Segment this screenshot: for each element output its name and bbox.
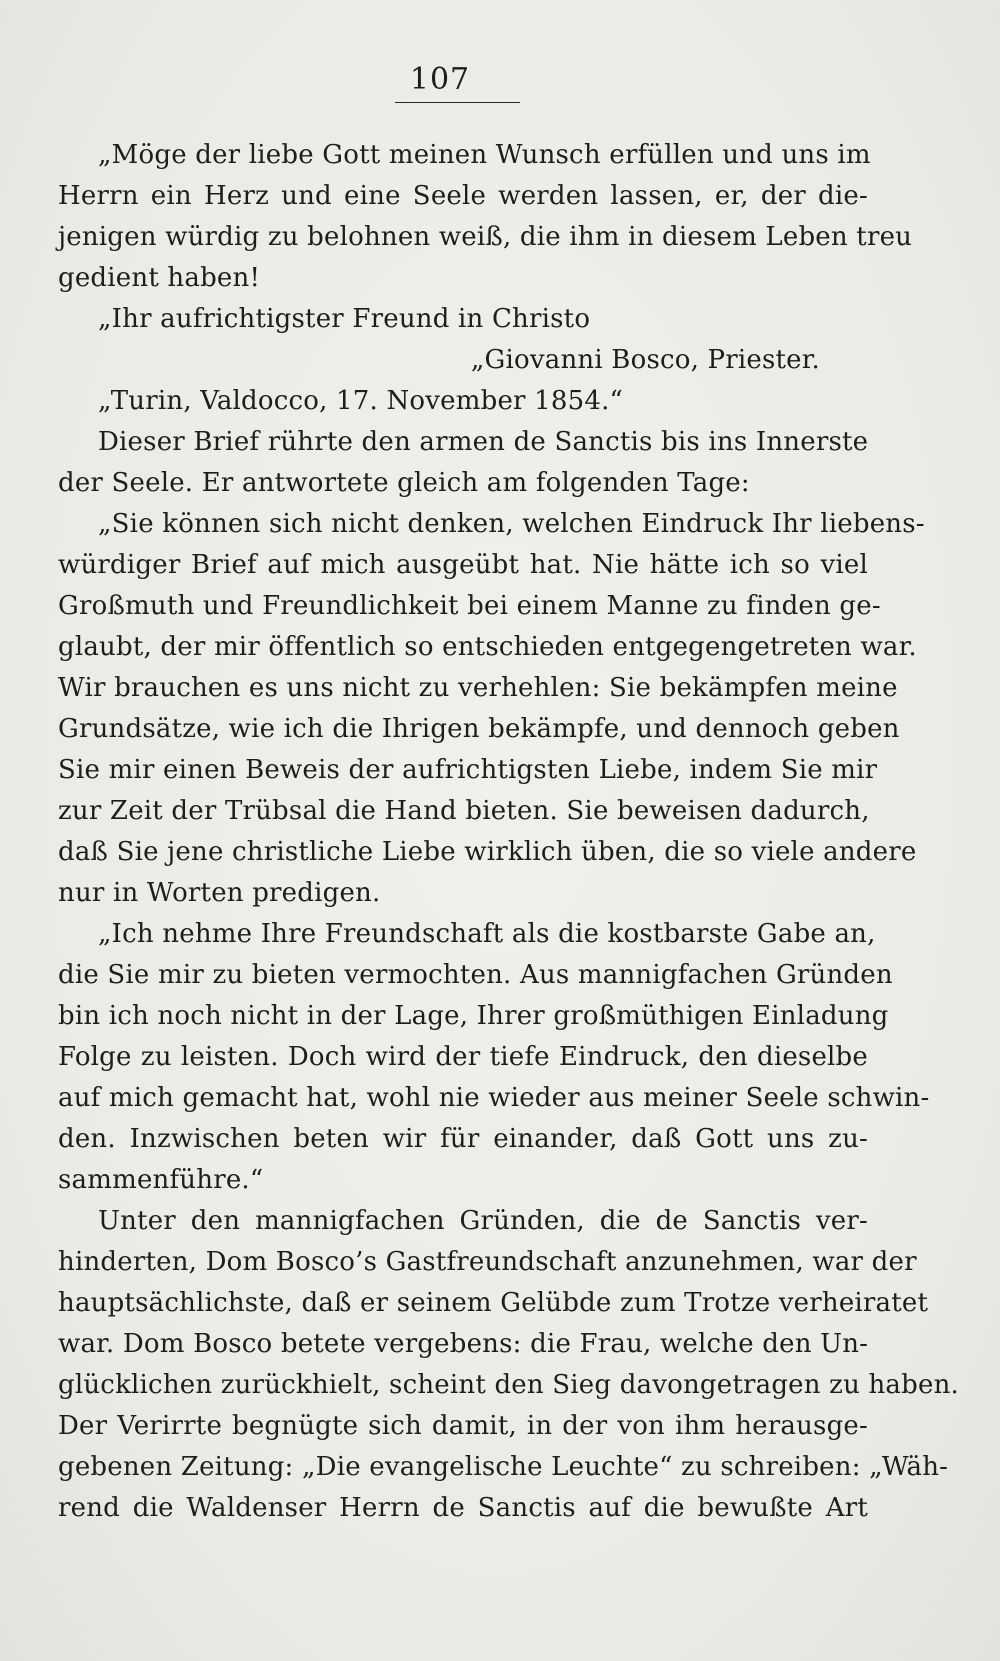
text-line: „Sie können sich nicht denken, welchen Eindruck Ihr liebens-	[98, 509, 925, 539]
text-line: „Giovanni Bosco, Priester.	[470, 345, 820, 375]
text-line: die Sie mir zu bieten vermochten. Aus mannigfachen Gründen	[58, 960, 893, 990]
text-line: Dieser Brief rührte den armen de Sanctis bis ins Innerste	[98, 427, 869, 457]
text-line: zur Zeit der Trübsal die Hand bieten. Sie beweisen dadurch,	[58, 796, 870, 826]
text-line: Sie mir einen Beweis der aufrichtigsten Liebe, indem Sie mir	[58, 755, 878, 785]
text-line: würdiger Brief auf mich ausgeübt hat. Nie hätte ich so viel	[58, 550, 868, 580]
text-line: gebenen Zeitung: „Die evangelische Leuchte“ zu schreiben: „Wäh-	[58, 1452, 949, 1482]
text-line: rend die Waldenser Herrn de Sanctis auf die bewußte Art	[58, 1493, 868, 1523]
text-line: jenigen würdig zu belohnen weiß, die ihm in diesem Leben treu	[58, 222, 913, 252]
text-line: der Seele. Er antwortete gleich am folgenden Tage:	[58, 468, 750, 498]
text-line: glücklichen zurückhielt, scheint den Sieg davongetragen zu haben.	[58, 1370, 959, 1400]
text-line: „Ich nehme Ihre Freundschaft als die kostbarste Gabe an,	[98, 919, 876, 949]
text-line: Unter den mannigfachen Gründen, die de Sanctis ver-	[98, 1206, 868, 1236]
text-line: daß Sie jene christliche Liebe wirklich üben, die so viele andere	[58, 837, 917, 867]
text-line: glaubt, der mir öffentlich so entschieden entgegengetreten war.	[58, 632, 917, 662]
text-line: Wir brauchen es uns nicht zu verhehlen: Sie bekämpfen meine	[58, 673, 898, 703]
text-line: Herrn ein Herz und eine Seele werden lassen, er, der die-	[58, 181, 868, 211]
text-line: war. Dom Bosco betete vergebens: die Frau, welche den Un-	[58, 1329, 869, 1359]
header-rule	[395, 102, 520, 103]
text-line: „Turin, Valdocco, 17. November 1854.“	[98, 386, 624, 416]
text-line: auf mich gemacht hat, wohl nie wieder aus meiner Seele schwin-	[58, 1083, 930, 1113]
text-line: Großmuth und Freundlichkeit bei einem Manne zu finden ge-	[58, 591, 881, 621]
text-line: nur in Worten predigen.	[58, 878, 381, 908]
text-line: Grundsätze, wie ich die Ihrigen bekämpfe, und dennoch geben	[58, 714, 900, 744]
text-line: sammenführe.“	[58, 1165, 264, 1195]
text-line: „Möge der liebe Gott meinen Wunsch erfüllen und uns im	[98, 140, 871, 170]
text-line: Der Verirrte begnügte sich damit, in der von ihm herausge-	[58, 1411, 868, 1441]
text-line: Folge zu leisten. Doch wird der tiefe Eindruck, den dieselbe	[58, 1042, 868, 1072]
body-text	[58, 135, 959, 1529]
text-line: hinderten, Dom Bosco’s Gastfreundschaft anzunehmen, war der	[58, 1247, 917, 1277]
text-line: gedient haben!	[58, 263, 261, 293]
text-line: hauptsächlichste, daß er seinem Gelübde zum Trotze verheiratet	[58, 1288, 929, 1318]
text-line: „Ihr aufrichtigster Freund in Christo	[98, 304, 591, 334]
page-number: 107	[409, 62, 471, 97]
text-line: bin ich noch nicht in der Lage, Ihrer großmüthigen Einladung	[58, 1001, 889, 1031]
text-line: den. Inzwischen beten wir für einander, daß Gott uns zu-	[58, 1124, 868, 1154]
